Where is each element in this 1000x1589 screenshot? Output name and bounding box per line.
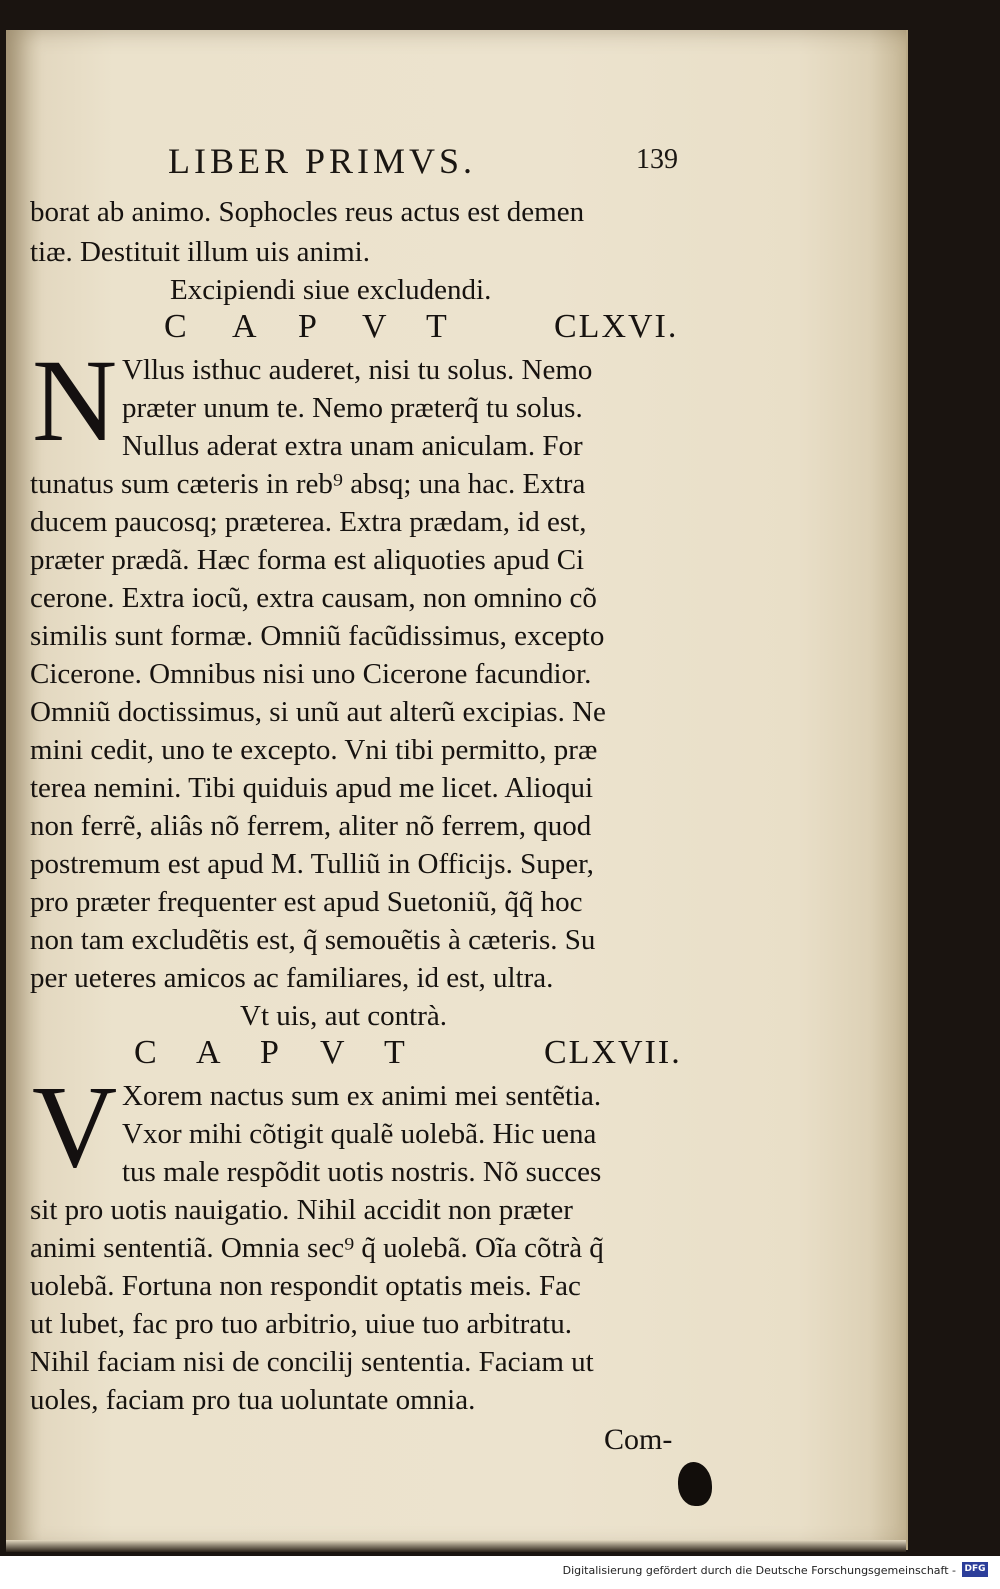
text-line: non ferrẽ, aliâs nõ ferrem, aliter nõ ferrem, quod (30, 810, 592, 842)
caput-letter: C (164, 308, 189, 345)
text-line: uoles, faciam pro tua uoluntate omnia. (30, 1384, 476, 1416)
text-line: præter prædã. Hæc forma est aliquoties apud Ci (30, 544, 585, 576)
chapter-heading (134, 1034, 704, 1072)
text-line: Nihil faciam nisi de concilij sententia. Faciam ut (30, 1346, 594, 1378)
caput-letter: A (232, 308, 259, 345)
running-head (168, 140, 688, 190)
drop-cap: N (32, 335, 118, 466)
footer-credit: Digitalisierung gefördert durch die Deutsche Forschungsgemeinschaft - (562, 1564, 956, 1577)
text-line: tus male respõdit uotis nostris. Nõ succes (122, 1156, 602, 1188)
text-line: Cicerone. Omnibus nisi uno Cicerone facundior. (30, 658, 592, 690)
text-line: per ueteres amicos ac familiares, id est, ultra. (30, 962, 554, 994)
text-line: Nullus aderat extra unam aniculam. For (122, 430, 583, 462)
chapter-heading (164, 308, 704, 346)
dfg-logo: DFG (962, 1562, 988, 1577)
caput-letter: A (196, 1034, 223, 1071)
page-number: 139 (636, 144, 678, 175)
text-line: sit pro uotis nauigatio. Nihil accidit non præter (30, 1194, 573, 1226)
text-line: cerone. Extra iocũ, extra causam, non omnino cõ (30, 582, 597, 614)
text-line: præter unum te. Nemo præterq̃ tu solus. (122, 392, 583, 424)
caput-letter: T (426, 308, 449, 345)
text-line: pro præter frequenter est apud Suetoniũ, q̃q̃ hoc (30, 886, 583, 918)
caput-letter: C (134, 1034, 159, 1071)
caput-letter: P (298, 308, 319, 345)
text-line: similis sunt formæ. Omniũ facũdissimus, excepto (30, 620, 605, 652)
text-line: terea nemini. Tibi quiduis apud me licet. Alioqui (30, 772, 594, 804)
digitization-footer (0, 1556, 1000, 1589)
section-heading: Vt uis, aut contrà. (240, 1000, 447, 1032)
text-line: mini cedit, uno te excepto. Vni tibi permitto, præ (30, 734, 598, 766)
text-line: borat ab animo. Sophocles reus actus est demen (30, 196, 585, 228)
text-line: tiæ. Destituit illum uis animi. (30, 236, 370, 268)
chapter-number: CLXVI. (554, 308, 679, 345)
text-line: Vxor mihi cõtigit qualẽ uolebã. Hic uena (122, 1118, 597, 1150)
text-line: postremum est apud M. Tulliũ in Officijs. Super, (30, 848, 594, 880)
page-edge-shadow (6, 1540, 906, 1552)
ink-stain (678, 1462, 712, 1506)
text-line: uolebã. Fortuna non respondit optatis meis. Fac (30, 1270, 581, 1302)
text-line: Vllus isthuc auderet, nisi tu solus. Nemo (122, 354, 593, 386)
caput-letter: V (362, 308, 389, 345)
catchword: Com- (604, 1423, 673, 1456)
caput-letter: P (260, 1034, 281, 1071)
text-line: tunatus sum cæteris in reb⁹ absq; una hac. Extra (30, 468, 586, 500)
text-line: Omniũ doctissimus, si unũ aut alterũ excipias. Ne (30, 696, 606, 728)
running-head-title: LIBER PRIMVS. (168, 141, 477, 181)
caput-letter: T (384, 1034, 407, 1071)
chapter-number: CLXVII. (544, 1034, 682, 1071)
section-heading: Excipiendi siue excludendi. (170, 274, 492, 306)
text-line: ducem paucosq; præterea. Extra prædam, id est, (30, 506, 587, 538)
text-line: non tam excludẽtis est, q̃ semouẽtis à cæteris. Su (30, 924, 596, 956)
text-line: Xorem nactus sum ex animi mei sentẽtia. (122, 1080, 602, 1112)
drop-cap: V (32, 1061, 118, 1192)
caput-letter: V (320, 1034, 347, 1071)
text-line: animi sententiã. Omnia sec⁹ q̃ uolebã. Oĩa cõtrà q̃ (30, 1232, 604, 1264)
text-line: ut lubet, fac pro tuo arbitrio, uiue tuo arbitratu. (30, 1308, 572, 1340)
